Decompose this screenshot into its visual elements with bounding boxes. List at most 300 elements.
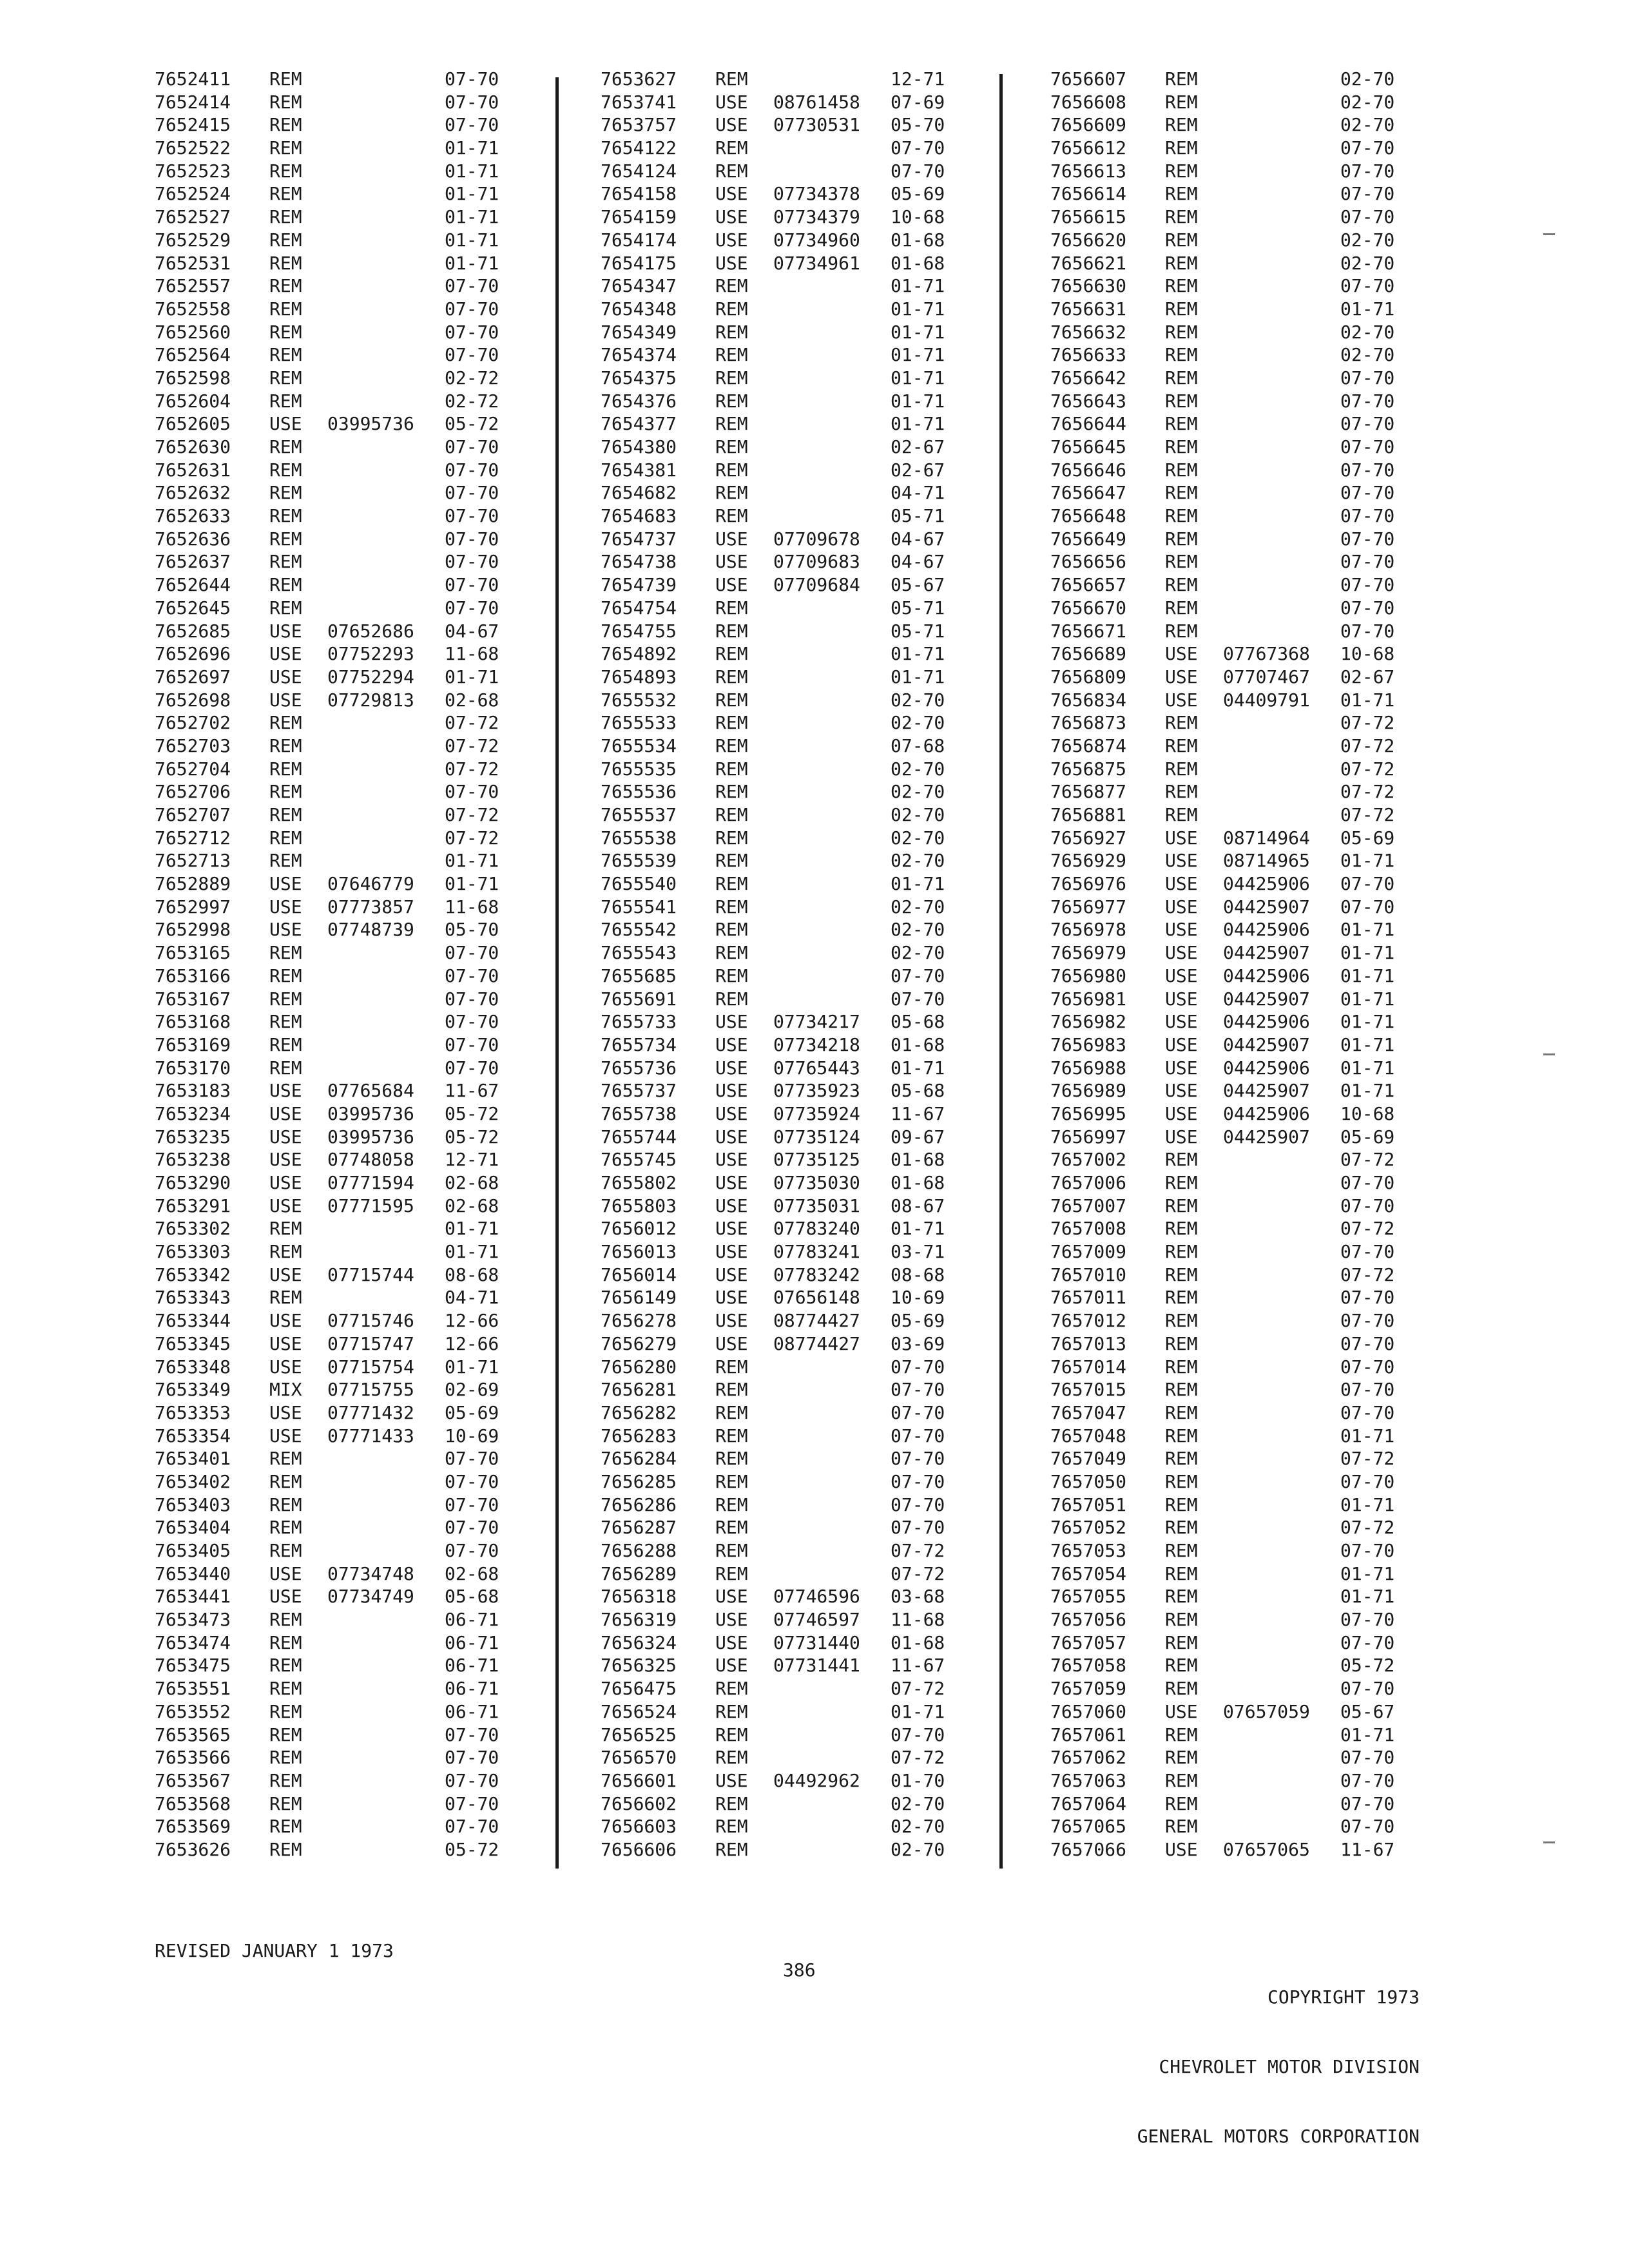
effective-date: 08-68	[891, 1264, 945, 1285]
replacement-part-number: 04425907	[1223, 1033, 1310, 1055]
replacement-part-number: 07748739	[327, 919, 414, 941]
effective-date: 07-70	[445, 1517, 499, 1539]
effective-date: 11-67	[891, 1655, 945, 1677]
part-number: 7657058	[1050, 1655, 1127, 1677]
part-number: 7657015	[1050, 1379, 1127, 1401]
disposition-code: USE	[1165, 896, 1198, 918]
effective-date: 02-68	[445, 1562, 499, 1584]
disposition-code: USE	[715, 1655, 748, 1677]
effective-date: 07-70	[445, 68, 499, 90]
disposition-code: REM	[1165, 1356, 1198, 1378]
part-number: 7657007	[1050, 1195, 1127, 1216]
part-number: 7656989	[1050, 1080, 1127, 1102]
disposition-code: USE	[1165, 850, 1198, 872]
disposition-code: REM	[269, 735, 302, 756]
disposition-code: REM	[1165, 321, 1198, 343]
part-number: 7653405	[155, 1540, 231, 1561]
part-number: 7653475	[155, 1655, 231, 1677]
disposition-code: REM	[269, 1792, 302, 1814]
replacement-part-number: 04492962	[773, 1769, 860, 1791]
effective-date: 11-68	[445, 643, 499, 665]
disposition-code: REM	[269, 436, 302, 457]
disposition-code: USE	[715, 206, 748, 228]
part-number: 7656570	[601, 1747, 677, 1769]
disposition-code: USE	[269, 873, 302, 895]
part-number: 7652529	[155, 229, 231, 251]
part-number: 7654739	[601, 574, 677, 596]
part-number: 7656524	[601, 1700, 677, 1722]
replacement-part-number: 07771432	[327, 1401, 414, 1423]
effective-date: 02-70	[891, 712, 945, 734]
disposition-code: REM	[269, 505, 302, 527]
disposition-code: REM	[715, 781, 748, 803]
effective-date: 01-71	[1340, 1011, 1395, 1033]
column-divider	[555, 77, 559, 1869]
effective-date: 07-70	[1340, 413, 1395, 435]
part-number: 7654738	[601, 551, 677, 573]
disposition-code: REM	[269, 528, 302, 550]
part-number: 7656976	[1050, 873, 1127, 895]
part-number: 7656318	[601, 1586, 677, 1608]
replacement-part-number: 07735923	[773, 1080, 860, 1102]
effective-date: 07-70	[891, 1356, 945, 1378]
disposition-code: REM	[1165, 413, 1198, 435]
disposition-code: REM	[715, 712, 748, 734]
part-number: 7656988	[1050, 1057, 1127, 1079]
replacement-part-number: 07734217	[773, 1011, 860, 1033]
disposition-code: REM	[1165, 1586, 1198, 1608]
part-number: 7655736	[601, 1057, 677, 1079]
effective-date: 01-71	[1340, 965, 1395, 986]
effective-date: 07-72	[445, 804, 499, 825]
effective-date: 02-67	[891, 459, 945, 481]
effective-date: 07-70	[1340, 896, 1395, 918]
disposition-code: REM	[1165, 1149, 1198, 1171]
disposition-code: REM	[1165, 91, 1198, 113]
disposition-code: REM	[1165, 183, 1198, 205]
part-number: 7652696	[155, 643, 231, 665]
disposition-code: REM	[1165, 252, 1198, 274]
disposition-code: REM	[1165, 804, 1198, 825]
part-number: 7655542	[601, 919, 677, 941]
part-number: 7656689	[1050, 643, 1127, 665]
part-number: 7657066	[1050, 1838, 1127, 1860]
effective-date: 01-71	[1340, 1494, 1395, 1515]
replacement-part-number: 07729813	[327, 689, 414, 711]
disposition-code: REM	[269, 551, 302, 573]
disposition-code: USE	[1165, 1838, 1198, 1860]
effective-date: 04-67	[891, 528, 945, 550]
effective-date: 05-72	[445, 1102, 499, 1124]
effective-date: 07-70	[1340, 1401, 1395, 1423]
effective-date: 07-70	[1340, 390, 1395, 412]
effective-date: 07-70	[1340, 367, 1395, 389]
part-number: 7656602	[601, 1792, 677, 1814]
effective-date: 05-72	[445, 1126, 499, 1148]
part-number: 7652531	[155, 252, 231, 274]
effective-date: 05-71	[891, 505, 945, 527]
part-number: 7653183	[155, 1080, 231, 1102]
effective-date: 07-70	[445, 91, 499, 113]
effective-date: 07-70	[445, 942, 499, 964]
replacement-part-number: 04425907	[1223, 1126, 1310, 1148]
effective-date: 01-71	[891, 1218, 945, 1240]
effective-date: 02-67	[891, 436, 945, 457]
effective-date: 04-71	[445, 1287, 499, 1309]
part-number: 7657056	[1050, 1609, 1127, 1631]
effective-date: 05-68	[445, 1586, 499, 1608]
part-number: 7653567	[155, 1769, 231, 1791]
part-number: 7656630	[1050, 275, 1127, 297]
part-number: 7656280	[601, 1356, 677, 1378]
disposition-code: USE	[1165, 643, 1198, 665]
effective-date: 02-70	[1340, 114, 1395, 136]
replacement-part-number: 07783242	[773, 1264, 860, 1285]
disposition-code: REM	[269, 827, 302, 849]
replacement-part-number: 07771433	[327, 1425, 414, 1446]
replacement-part-number: 07656148	[773, 1287, 860, 1309]
effective-date: 01-68	[891, 1172, 945, 1193]
replacement-part-number: 07734960	[773, 229, 860, 251]
part-number: 7654682	[601, 482, 677, 504]
effective-date: 02-70	[891, 804, 945, 825]
part-number: 7657053	[1050, 1540, 1127, 1561]
replacement-part-number: 04425906	[1223, 873, 1310, 895]
disposition-code: USE	[269, 919, 302, 941]
effective-date: 07-70	[891, 1448, 945, 1470]
disposition-code: USE	[1165, 1011, 1198, 1033]
disposition-code: USE	[715, 1609, 748, 1631]
effective-date: 02-70	[891, 919, 945, 941]
disposition-code: REM	[715, 482, 748, 504]
part-number: 7656979	[1050, 942, 1127, 964]
disposition-code: REM	[715, 344, 748, 366]
disposition-code: REM	[269, 1816, 302, 1838]
disposition-code: REM	[269, 1241, 302, 1263]
disposition-code: USE	[715, 1172, 748, 1193]
effective-date: 07-70	[1340, 551, 1395, 573]
effective-date: 01-71	[445, 229, 499, 251]
effective-date: 07-69	[891, 91, 945, 113]
disposition-code: USE	[715, 1631, 748, 1653]
disposition-code: USE	[269, 1356, 302, 1378]
part-number: 7657060	[1050, 1700, 1127, 1722]
disposition-code: REM	[269, 1494, 302, 1515]
disposition-code: REM	[715, 137, 748, 159]
disposition-code: REM	[1165, 1747, 1198, 1769]
part-number: 7654348	[601, 298, 677, 320]
part-number: 7656012	[601, 1218, 677, 1240]
disposition-code: REM	[1165, 1609, 1198, 1631]
replacement-part-number: 04425906	[1223, 965, 1310, 986]
disposition-code: REM	[1165, 1310, 1198, 1332]
disposition-code: REM	[269, 229, 302, 251]
part-number: 7652632	[155, 482, 231, 504]
part-number: 7656647	[1050, 482, 1127, 504]
part-number: 7653342	[155, 1264, 231, 1285]
part-number: 7657050	[1050, 1470, 1127, 1492]
disposition-code: USE	[269, 1126, 302, 1148]
part-number: 7652636	[155, 528, 231, 550]
disposition-code: REM	[1165, 1494, 1198, 1515]
effective-date: 01-71	[1340, 942, 1395, 964]
replacement-part-number: 07652686	[327, 620, 414, 642]
replacement-part-number: 07735030	[773, 1172, 860, 1193]
disposition-code: USE	[715, 1287, 748, 1309]
replacement-part-number: 04425907	[1223, 896, 1310, 918]
effective-date: 02-69	[445, 1379, 499, 1401]
disposition-code: REM	[715, 666, 748, 687]
disposition-code: REM	[1165, 298, 1198, 320]
disposition-code: REM	[715, 436, 748, 457]
part-number: 7652712	[155, 827, 231, 849]
part-number: 7652698	[155, 689, 231, 711]
effective-date: 08-68	[445, 1264, 499, 1285]
effective-date: 01-68	[891, 252, 945, 274]
replacement-part-number: 07715747	[327, 1332, 414, 1354]
part-number: 7653344	[155, 1310, 231, 1332]
part-number: 7657008	[1050, 1218, 1127, 1240]
part-number: 7657049	[1050, 1448, 1127, 1470]
part-number: 7653165	[155, 942, 231, 964]
replacement-part-number: 04425906	[1223, 919, 1310, 941]
effective-date: 07-70	[1340, 1678, 1395, 1700]
disposition-code: REM	[715, 1517, 748, 1539]
part-number: 7655802	[601, 1172, 677, 1193]
effective-date: 05-69	[891, 183, 945, 205]
part-number: 7656646	[1050, 459, 1127, 481]
effective-date: 07-70	[891, 965, 945, 986]
disposition-code: REM	[715, 390, 748, 412]
disposition-code: USE	[715, 114, 748, 136]
disposition-code: REM	[715, 873, 748, 895]
disposition-code: REM	[1165, 1448, 1198, 1470]
effective-date: 07-70	[891, 1425, 945, 1446]
replacement-part-number: 08774427	[773, 1332, 860, 1354]
effective-date: 05-67	[1340, 1700, 1395, 1722]
effective-date: 04-71	[891, 482, 945, 504]
disposition-code: REM	[715, 321, 748, 343]
replacement-part-number: 07715755	[327, 1379, 414, 1401]
effective-date: 07-70	[1340, 1769, 1395, 1791]
part-number: 7653401	[155, 1448, 231, 1470]
replacement-part-number: 07715754	[327, 1356, 414, 1378]
effective-date: 08-67	[891, 1195, 945, 1216]
disposition-code: USE	[715, 1057, 748, 1079]
effective-date: 02-70	[1340, 229, 1395, 251]
effective-date: 01-71	[445, 850, 499, 872]
effective-date: 01-71	[891, 344, 945, 366]
disposition-code: REM	[715, 850, 748, 872]
revised-date: REVISED JANUARY 1 1973	[155, 1940, 394, 1961]
disposition-code: REM	[715, 919, 748, 941]
disposition-code: REM	[715, 735, 748, 756]
effective-date: 01-71	[891, 390, 945, 412]
disposition-code: REM	[1165, 114, 1198, 136]
disposition-code: REM	[269, 298, 302, 320]
part-number: 7656670	[1050, 597, 1127, 619]
effective-date: 01-68	[891, 1033, 945, 1055]
disposition-code: USE	[715, 1011, 748, 1033]
disposition-code: REM	[715, 505, 748, 527]
disposition-code: USE	[269, 643, 302, 665]
effective-date: 10-68	[891, 206, 945, 228]
part-number: 7657009	[1050, 1241, 1127, 1263]
disposition-code: REM	[715, 896, 748, 918]
effective-date: 11-67	[891, 1102, 945, 1124]
part-number: 7656645	[1050, 436, 1127, 457]
disposition-code: REM	[1165, 1379, 1198, 1401]
replacement-part-number: 07657065	[1223, 1838, 1310, 1860]
disposition-code: REM	[1165, 1470, 1198, 1492]
effective-date: 07-72	[1340, 1517, 1395, 1539]
disposition-code: REM	[269, 1678, 302, 1700]
part-number: 7656014	[601, 1264, 677, 1285]
disposition-code: REM	[715, 1494, 748, 1515]
margin-mark	[1543, 1841, 1555, 1843]
disposition-code: REM	[1165, 1287, 1198, 1309]
disposition-code: USE	[715, 1264, 748, 1285]
effective-date: 07-72	[445, 827, 499, 849]
effective-date: 07-72	[891, 1562, 945, 1584]
part-number: 7656834	[1050, 689, 1127, 711]
part-number: 7656982	[1050, 1011, 1127, 1033]
effective-date: 05-72	[1340, 1655, 1395, 1677]
replacement-part-number: 07735924	[773, 1102, 860, 1124]
disposition-code: USE	[1165, 1057, 1198, 1079]
replacement-part-number: 07731441	[773, 1655, 860, 1677]
replacement-part-number: 04425907	[1223, 1080, 1310, 1102]
disposition-code: REM	[1165, 1241, 1198, 1263]
disposition-code: USE	[269, 620, 302, 642]
effective-date: 02-70	[1340, 252, 1395, 274]
effective-date: 06-71	[445, 1655, 499, 1677]
disposition-code: USE	[269, 1425, 302, 1446]
effective-date: 07-70	[1340, 1540, 1395, 1561]
effective-date: 07-70	[1340, 1287, 1395, 1309]
part-number: 7656289	[601, 1562, 677, 1584]
disposition-code: REM	[715, 1678, 748, 1700]
part-number: 7652414	[155, 91, 231, 113]
part-number: 7655536	[601, 781, 677, 803]
part-number: 7656475	[601, 1678, 677, 1700]
effective-date: 07-72	[1340, 781, 1395, 803]
part-number: 7654349	[601, 321, 677, 343]
effective-date: 07-70	[1340, 436, 1395, 457]
replacement-part-number: 07746596	[773, 1586, 860, 1608]
part-number: 7653354	[155, 1425, 231, 1446]
disposition-code: REM	[1165, 1195, 1198, 1216]
replacement-part-number: 07765443	[773, 1057, 860, 1079]
disposition-code: REM	[1165, 620, 1198, 642]
effective-date: 07-70	[1340, 1310, 1395, 1332]
part-number: 7655534	[601, 735, 677, 756]
part-number: 7653552	[155, 1700, 231, 1722]
part-number: 7656929	[1050, 850, 1127, 872]
disposition-code: USE	[1165, 873, 1198, 895]
disposition-code: REM	[269, 1540, 302, 1561]
part-number: 7652998	[155, 919, 231, 941]
margin-mark	[1543, 233, 1555, 235]
disposition-code: USE	[269, 1562, 302, 1584]
effective-date: 02-72	[445, 390, 499, 412]
part-number: 7652704	[155, 758, 231, 780]
disposition-code: REM	[1165, 781, 1198, 803]
disposition-code: REM	[715, 367, 748, 389]
effective-date: 01-71	[1340, 1057, 1395, 1079]
effective-date: 07-70	[891, 1494, 945, 1515]
disposition-code: USE	[269, 1149, 302, 1171]
part-number: 7656614	[1050, 183, 1127, 205]
part-number: 7654376	[601, 390, 677, 412]
disposition-code: USE	[715, 1126, 748, 1148]
column-divider	[999, 74, 1003, 1869]
part-number: 7657002	[1050, 1149, 1127, 1171]
effective-date: 01-71	[1340, 919, 1395, 941]
disposition-code: USE	[269, 1195, 302, 1216]
disposition-code: REM	[1165, 1562, 1198, 1584]
part-number: 7652633	[155, 505, 231, 527]
disposition-code: REM	[269, 1724, 302, 1745]
disposition-code: USE	[715, 551, 748, 573]
part-number: 7657063	[1050, 1769, 1127, 1791]
part-number: 7653343	[155, 1287, 231, 1309]
disposition-code: REM	[1165, 367, 1198, 389]
effective-date: 01-71	[891, 367, 945, 389]
disposition-code: REM	[269, 459, 302, 481]
effective-date: 07-72	[1340, 804, 1395, 825]
disposition-code: USE	[269, 666, 302, 687]
effective-date: 01-71	[445, 873, 499, 895]
part-number: 7653238	[155, 1149, 231, 1171]
part-number: 7656149	[601, 1287, 677, 1309]
disposition-code: REM	[715, 1838, 748, 1860]
effective-date: 07-70	[1340, 1792, 1395, 1814]
disposition-code: REM	[715, 1379, 748, 1401]
effective-date: 07-70	[445, 1724, 499, 1745]
disposition-code: REM	[1165, 1425, 1198, 1446]
part-number: 7653303	[155, 1241, 231, 1263]
part-number: 7656977	[1050, 896, 1127, 918]
disposition-code: REM	[715, 942, 748, 964]
disposition-code: USE	[269, 1401, 302, 1423]
part-number: 7656278	[601, 1310, 677, 1332]
disposition-code: USE	[269, 1332, 302, 1354]
disposition-code: REM	[715, 1562, 748, 1584]
effective-date: 07-70	[445, 114, 499, 136]
effective-date: 05-69	[1340, 827, 1395, 849]
part-number: 7655540	[601, 873, 677, 895]
effective-date: 01-68	[891, 229, 945, 251]
disposition-code: REM	[269, 574, 302, 596]
part-number: 7652598	[155, 367, 231, 389]
replacement-part-number: 08714964	[1223, 827, 1310, 849]
disposition-code: REM	[715, 827, 748, 849]
disposition-code: USE	[1165, 1080, 1198, 1102]
disposition-code: USE	[269, 1264, 302, 1285]
disposition-code: USE	[269, 1586, 302, 1608]
replacement-part-number: 03995736	[327, 413, 414, 435]
part-number: 7652631	[155, 459, 231, 481]
replacement-part-number: 07752294	[327, 666, 414, 687]
part-number: 7653167	[155, 988, 231, 1010]
effective-date: 07-70	[445, 1470, 499, 1492]
effective-date: 07-70	[1340, 183, 1395, 205]
effective-date: 02-70	[891, 827, 945, 849]
disposition-code: REM	[1165, 436, 1198, 457]
part-number: 7657057	[1050, 1631, 1127, 1653]
replacement-part-number: 07767368	[1223, 643, 1310, 665]
